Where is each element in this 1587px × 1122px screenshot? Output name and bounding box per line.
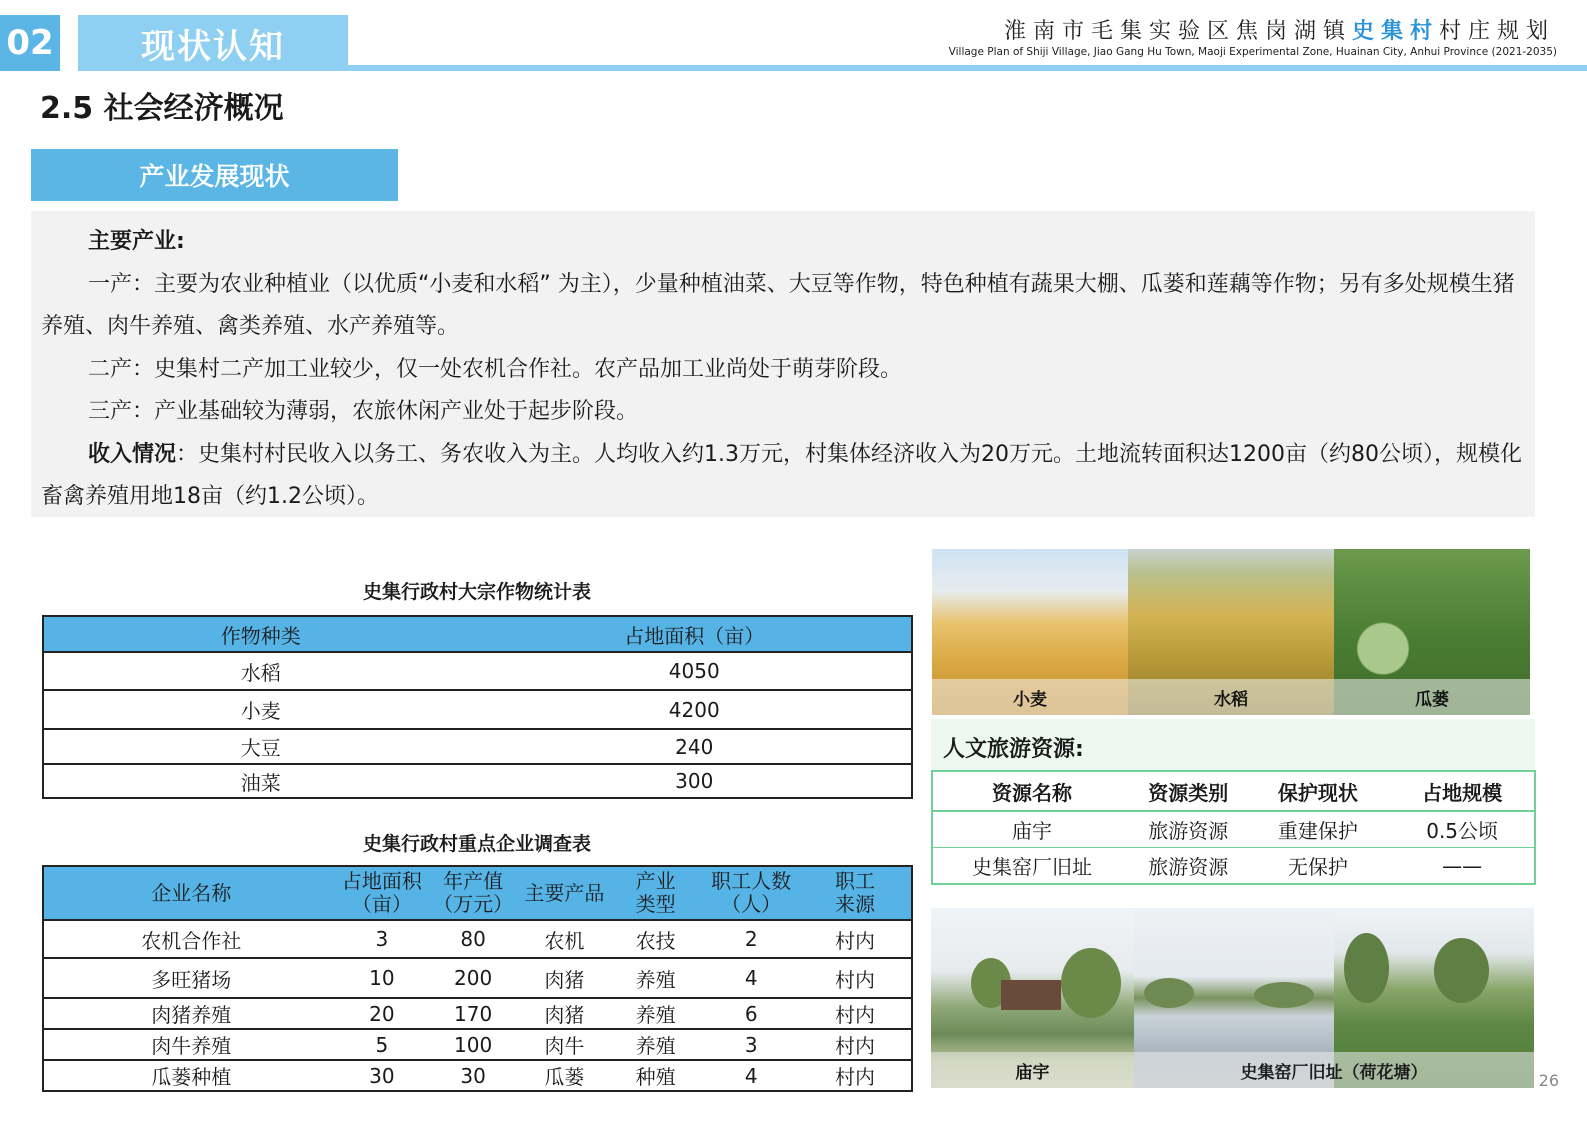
rice-photo	[1128, 549, 1334, 715]
enterprise-table	[42, 865, 913, 1092]
income-text: ：史集村村民收入以务工、务农收入为主。人均收入约1.3万元，村集体经济收入为20万元。土地流转面积达1200亩（约80公顷），规模化畜禽养殖用地18亩（约1.2公顷）。	[41, 441, 1522, 509]
ent-area: 20	[338, 998, 425, 1029]
income-paragraph	[41, 434, 1525, 519]
ent-source: 村内	[799, 920, 912, 958]
culture-header-name: 资源名称	[932, 771, 1131, 811]
table-row	[43, 958, 912, 998]
tree-shape	[1254, 982, 1314, 1008]
tree-shape	[1144, 978, 1194, 1008]
ent-type: 农技	[608, 920, 704, 958]
crop-name: 油菜	[43, 764, 478, 798]
income-label: 收入情况	[88, 441, 177, 467]
ent-name: 肉牛养殖	[43, 1029, 338, 1060]
table-row	[932, 811, 1535, 848]
table-row	[43, 1060, 912, 1091]
crop-name: 小麦	[43, 690, 478, 729]
project-title	[1004, 14, 1555, 45]
culture-category: 旅游资源	[1131, 811, 1246, 848]
sub-section-banner: 产业发展现状	[31, 149, 398, 201]
ent-header-product: 主要产品	[521, 866, 608, 920]
ent-type: 养殖	[608, 998, 704, 1029]
trichosanthes-photo	[1334, 549, 1530, 715]
crop-area: 4050	[478, 652, 913, 690]
ent-header-value: 年产值 （万元）	[425, 866, 521, 920]
primary-industry-text: 一产：主要为农业种植业（以优质“小麦和水稻” 为主），少量种植油菜、大豆等作物，特色种植有蔬果大棚、瓜蒌和莲藕等作物；另有多处规模生猪养殖、肉牛养殖、禽类养殖、水产养殖等。	[41, 271, 1515, 339]
crop-name: 大豆	[43, 729, 478, 764]
tree-shape	[1061, 948, 1121, 1018]
culture-name: 史集窑厂旧址	[932, 848, 1131, 885]
crop-header-type: 作物种类	[43, 616, 478, 652]
ent-type: 养殖	[608, 1029, 704, 1060]
crop-area: 240	[478, 729, 913, 764]
ent-name: 瓜蒌种植	[43, 1060, 338, 1091]
culture-category: 旅游资源	[1131, 848, 1246, 885]
tertiary-industry-text: 三产：产业基础较为薄弱，农旅休闲产业处于起步阶段。	[88, 399, 639, 424]
culture-header-protection: 保护现状	[1246, 771, 1391, 811]
project-title-en: Village Plan of Shiji Village, Jiao Gang Hu Town, Maoji Experimental Zone, Huainan City, Anhui Province (2021-2035)	[948, 46, 1557, 58]
ent-staff: 4	[703, 1060, 799, 1091]
ent-product: 肉猪	[521, 958, 608, 998]
ent-header-area: 占地面积 （亩）	[338, 866, 425, 920]
trichosanthes-photo-label: 瓜蒌	[1334, 679, 1530, 715]
table-row	[43, 998, 912, 1029]
ent-value: 30	[425, 1060, 521, 1091]
wheat-photo	[932, 549, 1128, 715]
culture-header-scale: 占地规模	[1390, 771, 1535, 811]
page-number: 26	[1538, 1071, 1559, 1090]
temple-building-shape	[1001, 980, 1061, 1010]
table-row	[43, 1029, 912, 1060]
ent-staff: 6	[703, 998, 799, 1029]
ent-value: 170	[425, 998, 521, 1029]
culture-header-category: 资源类别	[1131, 771, 1246, 811]
table-row	[43, 764, 912, 798]
culture-protection: 无保护	[1246, 848, 1391, 885]
ent-staff: 2	[703, 920, 799, 958]
table-row	[43, 729, 912, 764]
crop-area: 300	[478, 764, 913, 798]
ent-staff: 3	[703, 1029, 799, 1060]
ent-area: 30	[338, 1060, 425, 1091]
table-row	[43, 690, 912, 729]
culture-scale: 0.5公顷	[1390, 811, 1535, 848]
rice-photo-label: 水稻	[1128, 679, 1334, 715]
ent-product: 肉牛	[521, 1029, 608, 1060]
ent-header-source: 职工 来源	[799, 866, 912, 920]
project-title-highlight: 史集村	[1351, 18, 1439, 44]
culture-protection: 重建保护	[1246, 811, 1391, 848]
crop-header-area: 占地面积（亩）	[478, 616, 913, 652]
ent-product: 肉猪	[521, 998, 608, 1029]
culture-title: 人文旅游资源:	[943, 737, 1084, 762]
ent-name: 农机合作社	[43, 920, 338, 958]
ent-area: 3	[338, 920, 425, 958]
ent-staff: 4	[703, 958, 799, 998]
main-industry-label: 主要产业:	[88, 229, 185, 254]
kiln-site-photo-label: 史集窑厂旧址（荷花塘）	[1134, 1052, 1534, 1088]
wheat-photo-label: 小麦	[932, 679, 1128, 715]
table-row	[932, 848, 1535, 885]
culture-scale: ——	[1390, 848, 1535, 885]
tree-shape	[1434, 938, 1489, 1003]
culture-table	[931, 770, 1536, 885]
project-title-prefix: 淮南市毛集实验区焦岗湖镇	[1003, 19, 1352, 44]
section-header-title: 现状认知	[78, 15, 348, 71]
ent-header-name: 企业名称	[43, 866, 338, 920]
header-divider	[346, 65, 1587, 71]
ent-value: 80	[425, 920, 521, 958]
ent-type: 养殖	[608, 958, 704, 998]
ent-value: 100	[425, 1029, 521, 1060]
ent-source: 村内	[799, 1060, 912, 1091]
tree-shape	[1344, 933, 1389, 1003]
ent-source: 村内	[799, 958, 912, 998]
ent-source: 村内	[799, 998, 912, 1029]
ent-name: 肉猪养殖	[43, 998, 338, 1029]
ent-product: 瓜蒌	[521, 1060, 608, 1091]
crop-table	[42, 615, 913, 799]
ent-name: 多旺猪场	[43, 958, 338, 998]
ent-value: 200	[425, 958, 521, 998]
ent-source: 村内	[799, 1029, 912, 1060]
temple-photo-label: 庙宇	[931, 1052, 1134, 1088]
crop-name: 水稻	[43, 652, 478, 690]
table-row	[43, 652, 912, 690]
crop-table-caption: 史集行政村大宗作物统计表	[362, 581, 591, 603]
ent-product: 农机	[521, 920, 608, 958]
culture-name: 庙宇	[932, 811, 1131, 848]
ent-header-staff: 职工人数 （人）	[703, 866, 799, 920]
ent-header-type: 产业 类型	[608, 866, 704, 920]
temple-photo	[931, 908, 1134, 1088]
industry-text-panel	[31, 211, 1535, 517]
secondary-industry-text: 二产：史集村二产加工业较少，仅一处农机合作社。农产品加工业尚处于萌芽阶段。	[88, 356, 903, 382]
ent-area: 5	[338, 1029, 425, 1060]
ent-type: 种殖	[608, 1060, 704, 1091]
page-title: 2.5 社会经济概况	[40, 91, 284, 126]
section-number: 02	[0, 15, 60, 71]
project-title-suffix: 村庄规划	[1438, 19, 1555, 44]
ent-area: 10	[338, 958, 425, 998]
enterprise-table-caption: 史集行政村重点企业调查表	[362, 833, 591, 855]
crop-area: 4200	[478, 690, 913, 729]
table-row	[43, 920, 912, 958]
